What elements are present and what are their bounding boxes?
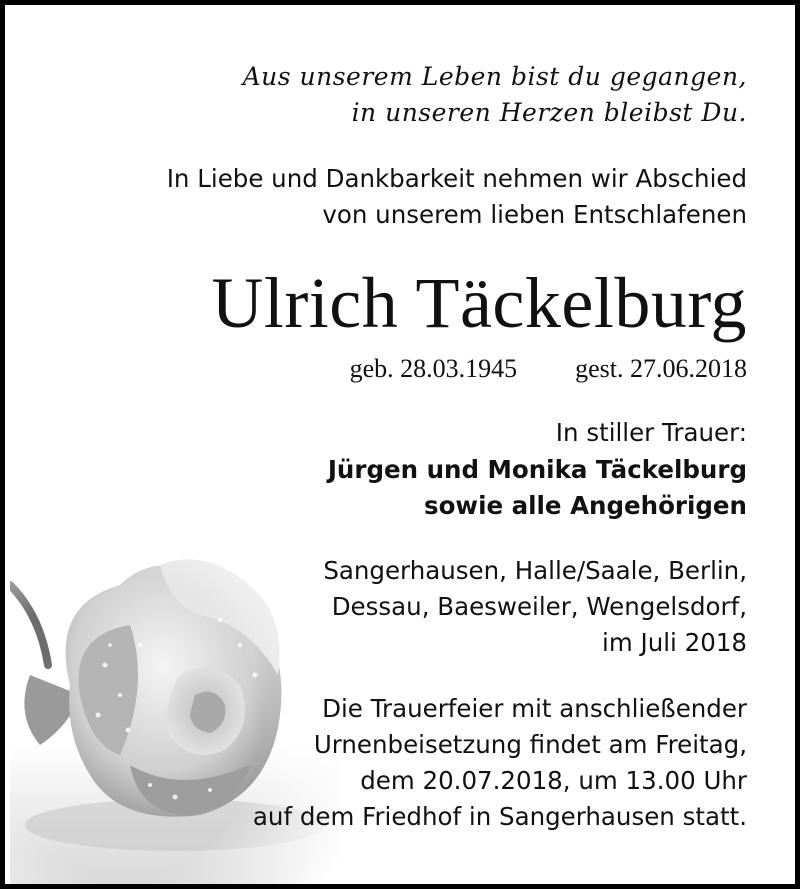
ceremony-info bbox=[253, 691, 747, 835]
places-and-date bbox=[323, 553, 747, 661]
deceased-name: Ulrich Täckelburg bbox=[211, 263, 747, 343]
motto-line-1: Aus unserem Leben bist du gegangen, bbox=[242, 62, 747, 91]
motto-verse bbox=[243, 59, 747, 131]
death-date: gest. 27.06.2018 bbox=[575, 354, 747, 383]
mourners-line-1: Jürgen und Monika Täckelburg bbox=[327, 455, 747, 484]
life-dates bbox=[350, 351, 747, 387]
intro-line-2: von unserem lieben Entschlafenen bbox=[322, 200, 747, 229]
places-line-2: Dessau, Baesweiler, Wengelsdorf, bbox=[331, 592, 747, 621]
mourners-line-2: sowie alle Angehörigen bbox=[424, 491, 747, 520]
mourners bbox=[328, 452, 747, 524]
places-line-3: im Juli 2018 bbox=[602, 628, 747, 657]
mourning-label: In stiller Trauer: bbox=[555, 418, 747, 447]
ceremony-line-4: auf dem Friedhof in Sangerhausen statt. bbox=[252, 802, 747, 831]
motto-line-2: in unseren Herzen bleibst Du. bbox=[351, 98, 747, 127]
places-line-1: Sangerhausen, Halle/Saale, Berlin, bbox=[323, 556, 747, 585]
birth-date: geb. 28.03.1945 bbox=[349, 354, 518, 383]
ceremony-line-3: dem 20.07.2018, um 13.00 Uhr bbox=[360, 766, 747, 795]
ceremony-line-1: Die Trauerfeier mit anschließender bbox=[322, 694, 747, 723]
ceremony-line-2: Urnenbeisetzung findet am Freitag, bbox=[313, 730, 747, 759]
intro-line-1: In Liebe und Dankbarkeit nehmen wir Abschied bbox=[166, 164, 747, 193]
intro-text bbox=[167, 161, 747, 233]
